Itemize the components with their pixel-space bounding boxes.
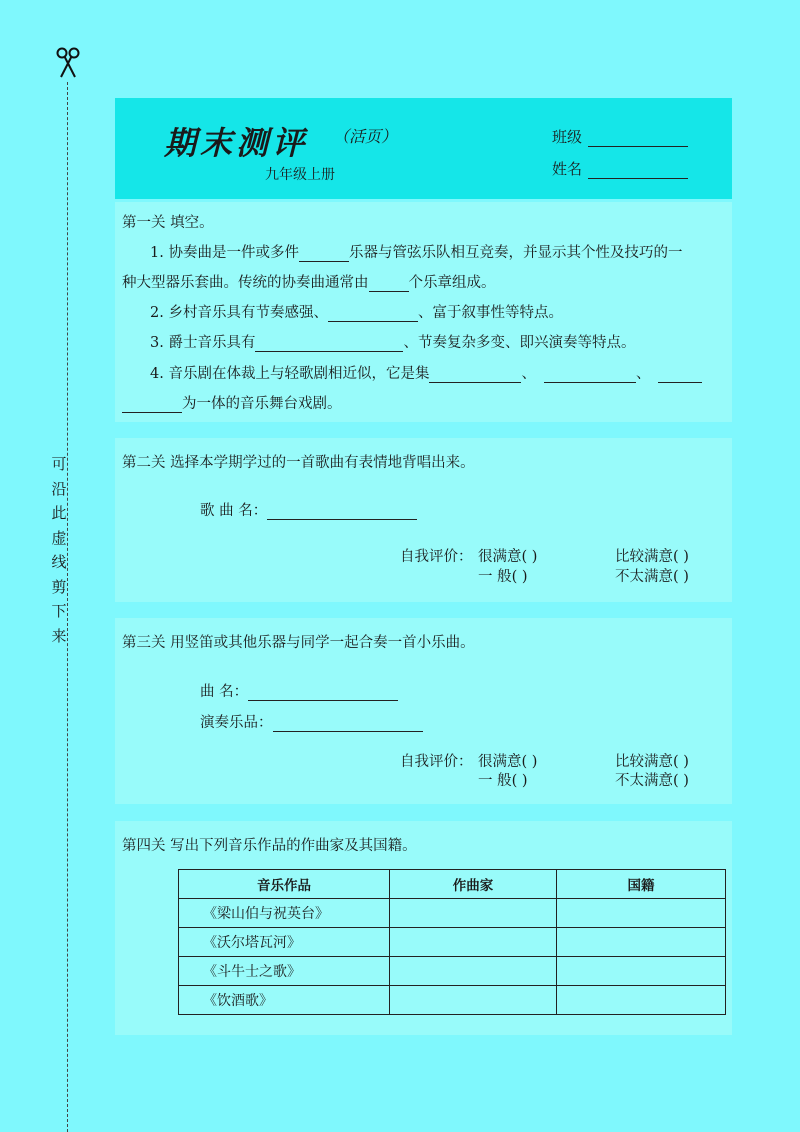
class-blank[interactable] xyxy=(588,132,688,147)
eval-fairly-satisfied[interactable]: 比较满意( ) xyxy=(615,549,689,565)
piece-name-blank[interactable] xyxy=(248,685,398,701)
work-title: 《斗牛士之歌》 xyxy=(179,957,390,986)
question-1-line2: 种大型器乐套曲。传统的协奏曲通常由 个乐章组成。 xyxy=(122,275,496,291)
blank-4b[interactable] xyxy=(544,367,636,383)
page-title: 期末测评 xyxy=(164,124,309,162)
work-title: 《沃尔塔瓦河》 xyxy=(179,928,390,957)
table-row xyxy=(179,957,726,986)
composer-table xyxy=(178,869,726,1015)
question-1-line1: 1. 协奏曲是一件或多件 乐器与管弦乐队相互竞奏，并显示其个性及技巧的一 xyxy=(150,245,683,261)
blank-4c[interactable] xyxy=(658,367,702,383)
blank-4a[interactable] xyxy=(429,367,521,383)
blank-1a[interactable] xyxy=(299,246,349,262)
class-field: 班级 xyxy=(552,126,688,147)
column-header-work: 音乐作品 xyxy=(179,870,390,899)
eval-very-satisfied[interactable]: 很满意( ) xyxy=(478,549,538,565)
question-2: 2. 乡村音乐具有节奏感强、 、富于叙事性等特点。 xyxy=(150,305,563,321)
question-4-line1: 4. 音乐剧在体裁上与轻歌剧相近似，它是集 、 、 xyxy=(150,362,702,383)
scissors-icon xyxy=(55,46,81,80)
nationality-cell[interactable] xyxy=(557,899,726,928)
eval-not-satisfied[interactable]: 不太满意( ) xyxy=(615,569,689,585)
blank-1b[interactable] xyxy=(369,276,409,292)
column-header-composer: 作曲家 xyxy=(390,870,557,899)
instrument-blank[interactable] xyxy=(273,716,423,732)
composer-cell[interactable] xyxy=(390,928,557,957)
composer-cell[interactable] xyxy=(390,899,557,928)
song-name-blank[interactable] xyxy=(267,504,417,520)
question-4-line2: 为一体的音乐舞台戏剧。 xyxy=(122,392,342,413)
blank-2[interactable] xyxy=(328,306,418,322)
self-eval-label: 自我评价： xyxy=(400,549,473,565)
blank-4d[interactable] xyxy=(122,397,182,413)
work-title: 《梁山伯与祝英台》 xyxy=(179,899,390,928)
nationality-cell[interactable] xyxy=(557,986,726,1015)
eval-fairly-satisfied[interactable]: 比较满意( ) xyxy=(615,754,689,770)
work-title: 《饮酒歌》 xyxy=(179,986,390,1015)
name-field: 姓名 xyxy=(552,158,688,179)
section3-heading: 第三关 用竖笛或其他乐器与同学一起合奏一首小乐曲。 xyxy=(122,635,475,651)
section-ensemble xyxy=(115,618,732,804)
song-name-field: 歌 曲 名： xyxy=(200,499,417,520)
instrument-field: 演奏乐品： xyxy=(200,711,423,732)
section-fill-blanks xyxy=(115,202,732,422)
composer-cell[interactable] xyxy=(390,957,557,986)
eval-not-satisfied[interactable]: 不太满意( ) xyxy=(615,773,689,789)
self-eval-label: 自我评价： xyxy=(400,754,473,770)
table-row xyxy=(179,928,726,957)
eval-average[interactable]: 一 般( ) xyxy=(478,773,528,789)
header-banner xyxy=(115,98,732,199)
table-header-row xyxy=(179,870,726,899)
piece-name-field: 曲 名： xyxy=(200,680,398,701)
eval-average[interactable]: 一 般( ) xyxy=(478,569,528,585)
cut-instruction: 可 沿 此 虚 线 剪 下 来 xyxy=(51,455,67,645)
section2-heading: 第二关 选择本学期学过的一首歌曲有表情地背唱出来。 xyxy=(122,455,475,471)
section1-heading: 第一关 填空。 xyxy=(122,215,214,231)
column-header-nationality: 国籍 xyxy=(557,870,726,899)
nationality-cell[interactable] xyxy=(557,957,726,986)
grade-label: 九年级上册 xyxy=(265,167,335,183)
nationality-cell[interactable] xyxy=(557,928,726,957)
section-composers xyxy=(115,821,732,1035)
blank-3[interactable] xyxy=(255,336,403,352)
section-singing xyxy=(115,438,732,602)
name-blank[interactable] xyxy=(588,164,688,179)
eval-very-satisfied[interactable]: 很满意( ) xyxy=(478,754,538,770)
question-3: 3. 爵士音乐具有 、节奏复杂多变、即兴演奏等特点。 xyxy=(150,335,636,351)
page-subtitle: （活页） xyxy=(333,127,398,146)
table-row xyxy=(179,899,726,928)
table-row xyxy=(179,986,726,1015)
composer-cell[interactable] xyxy=(390,986,557,1015)
section4-heading: 第四关 写出下列音乐作品的作曲家及其国籍。 xyxy=(122,838,417,854)
